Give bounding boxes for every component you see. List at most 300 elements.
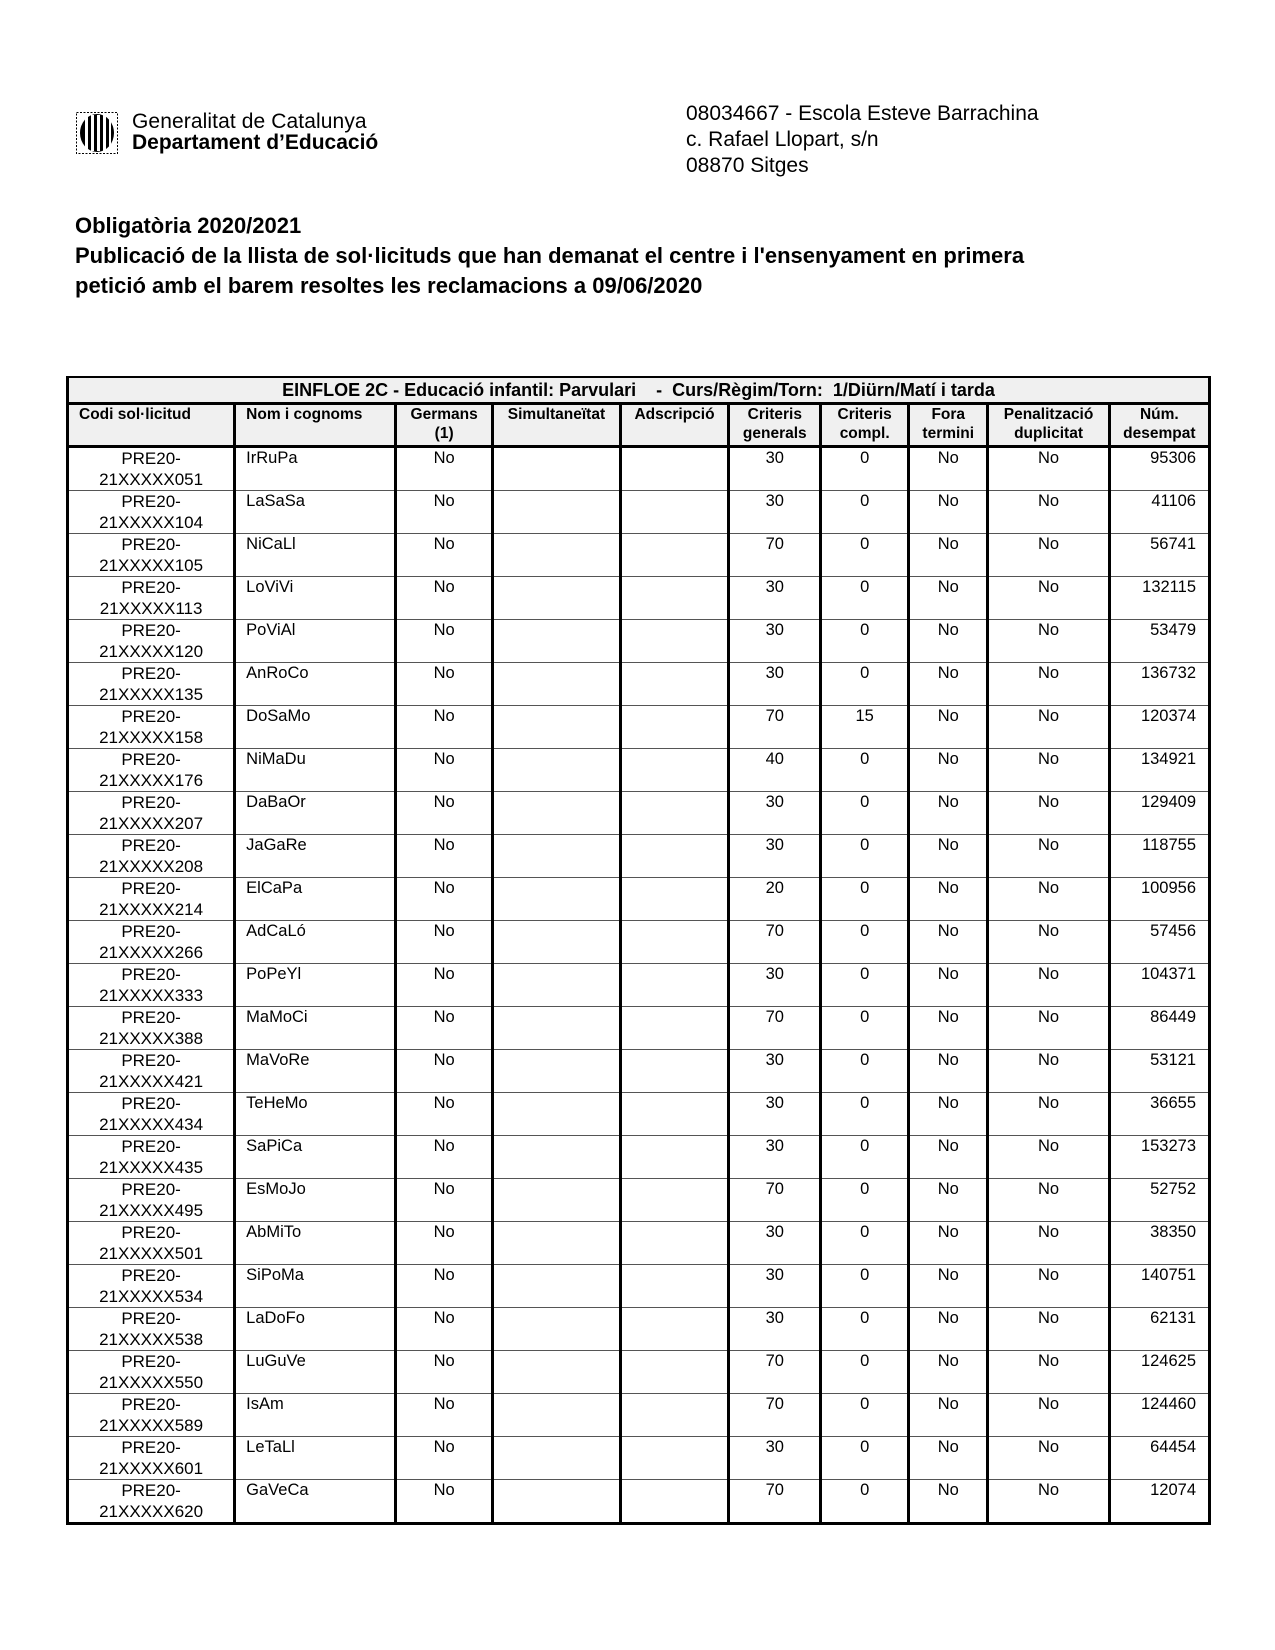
simultaneitat-cell: [493, 620, 620, 663]
adscripcio-cell: [620, 447, 729, 491]
germans-cell: No: [396, 577, 493, 620]
generalitat-flag-logo-icon: [76, 112, 118, 154]
fora-termini-cell: No: [909, 1437, 988, 1480]
table-row: [68, 964, 1210, 1007]
name-cell: SaPiCa: [235, 1136, 396, 1179]
criteris-compl-cell: 0: [821, 1265, 909, 1308]
penalitzacio-cell: No: [988, 964, 1109, 1007]
adscripcio-cell: [620, 491, 729, 534]
school-name: 08034667 - Escola Esteve Barrachina: [686, 102, 1039, 125]
column-header-line1: Penalització: [1003, 406, 1094, 423]
criteris-compl-cell: 0: [821, 1351, 909, 1394]
code-line: PRE20-: [121, 1266, 181, 1285]
code-line: 21XXXXX207: [99, 814, 204, 833]
column-header-line2: termini: [922, 425, 975, 442]
adscripcio-cell: [620, 1437, 729, 1480]
simultaneitat-cell: [493, 1265, 620, 1308]
num-desempat-cell: 132115: [1109, 577, 1209, 620]
simultaneitat-cell: [493, 792, 620, 835]
criteris-compl-cell: 0: [821, 749, 909, 792]
criteris-compl-cell: 0: [821, 534, 909, 577]
fora-termini-cell: No: [909, 1179, 988, 1222]
table-row: [68, 749, 1210, 792]
num-desempat-cell: 86449: [1109, 1007, 1209, 1050]
column-header-line2: (1): [434, 425, 454, 442]
germans-cell: No: [396, 1050, 493, 1093]
germans-cell: No: [396, 1308, 493, 1351]
penalitzacio-cell: No: [988, 1050, 1109, 1093]
germans-cell: No: [396, 706, 493, 749]
org-name: Generalitat de Catalunya: [132, 110, 367, 133]
penalitzacio-cell: No: [988, 1007, 1109, 1050]
num-desempat-cell: 124460: [1109, 1394, 1209, 1437]
germans-cell: No: [396, 1351, 493, 1394]
table-row: [68, 1265, 1210, 1308]
code-line: 21XXXXX158: [99, 728, 204, 747]
adscripcio-cell: [620, 1480, 729, 1524]
simultaneitat-cell: [493, 1437, 620, 1480]
adscripcio-cell: [620, 1222, 729, 1265]
table-row: [68, 620, 1210, 663]
germans-cell: No: [396, 1265, 493, 1308]
code-line: PRE20-: [121, 1051, 181, 1070]
criteris-compl-cell: 0: [821, 1093, 909, 1136]
adscripcio-cell: [620, 1265, 729, 1308]
simultaneitat-cell: [493, 447, 620, 491]
criteris-generals-cell: 70: [729, 1351, 821, 1394]
table-row: [68, 491, 1210, 534]
germans-cell: No: [396, 491, 493, 534]
fora-termini-cell: No: [909, 1222, 988, 1265]
fora-termini-cell: No: [909, 921, 988, 964]
table-row: [68, 534, 1210, 577]
code-line: PRE20-: [121, 535, 181, 554]
fora-termini-cell: No: [909, 577, 988, 620]
title-description-2: petició amb el barem resoltes les reclamacions a 09/06/2020: [75, 273, 703, 298]
table-row: [68, 1394, 1210, 1437]
code-line: 21XXXXX495: [99, 1201, 204, 1220]
applications-table: [66, 376, 1211, 1525]
table-row: [68, 878, 1210, 921]
name-cell: AnRoCo: [235, 663, 396, 706]
code-cell: [68, 706, 235, 749]
table-row: [68, 1308, 1210, 1351]
column-header-criteris-generals: [729, 404, 821, 447]
code-cell: [68, 447, 235, 491]
fora-termini-cell: No: [909, 706, 988, 749]
fora-termini-cell: No: [909, 749, 988, 792]
criteris-compl-cell: 0: [821, 577, 909, 620]
simultaneitat-cell: [493, 1093, 620, 1136]
code-line: PRE20-: [121, 1008, 181, 1027]
code-line: PRE20-: [121, 1352, 181, 1371]
adscripcio-cell: [620, 1136, 729, 1179]
criteris-generals-cell: 30: [729, 620, 821, 663]
fora-termini-cell: No: [909, 835, 988, 878]
criteris-compl-cell: 0: [821, 1394, 909, 1437]
adscripcio-cell: [620, 878, 729, 921]
penalitzacio-cell: No: [988, 1308, 1109, 1351]
code-line: 21XXXXX266: [99, 943, 204, 962]
name-cell: EsMoJo: [235, 1179, 396, 1222]
code-cell: [68, 878, 235, 921]
column-header-line1: Criteris: [837, 406, 892, 423]
name-cell: MaMoCi: [235, 1007, 396, 1050]
name-cell: NiMaDu: [235, 749, 396, 792]
fora-termini-cell: No: [909, 964, 988, 1007]
name-cell: TeHeMo: [235, 1093, 396, 1136]
criteris-compl-cell: 0: [821, 835, 909, 878]
criteris-generals-cell: 70: [729, 534, 821, 577]
penalitzacio-cell: No: [988, 1222, 1109, 1265]
column-header-penalitzacio: [988, 404, 1109, 447]
criteris-generals-cell: 30: [729, 964, 821, 1007]
code-line: 21XXXXX601: [99, 1459, 204, 1478]
criteris-compl-cell: 0: [821, 921, 909, 964]
criteris-generals-cell: 30: [729, 663, 821, 706]
criteris-generals-cell: 30: [729, 1308, 821, 1351]
num-desempat-cell: 52752: [1109, 1179, 1209, 1222]
criteris-generals-cell: 30: [729, 792, 821, 835]
penalitzacio-cell: No: [988, 706, 1109, 749]
simultaneitat-cell: [493, 1394, 620, 1437]
code-line: PRE20-: [121, 793, 181, 812]
adscripcio-cell: [620, 1179, 729, 1222]
simultaneitat-cell: [493, 1308, 620, 1351]
simultaneitat-cell: [493, 921, 620, 964]
simultaneitat-cell: [493, 491, 620, 534]
code-line: 21XXXXX550: [99, 1373, 204, 1392]
germans-cell: No: [396, 1136, 493, 1179]
num-desempat-cell: 134921: [1109, 749, 1209, 792]
penalitzacio-cell: No: [988, 1351, 1109, 1394]
table-row: [68, 1050, 1210, 1093]
column-header-germans: [396, 404, 493, 447]
simultaneitat-cell: [493, 706, 620, 749]
column-header-line2: desempat: [1123, 425, 1196, 442]
column-header-line1: Adscripció: [634, 406, 715, 423]
simultaneitat-cell: [493, 1222, 620, 1265]
column-header-line2: compl.: [839, 425, 890, 442]
name-cell: JaGaRe: [235, 835, 396, 878]
simultaneitat-cell: [493, 663, 620, 706]
germans-cell: No: [396, 1007, 493, 1050]
criteris-compl-cell: 0: [821, 491, 909, 534]
column-header-line1: Simultaneïtat: [507, 406, 606, 423]
penalitzacio-cell: No: [988, 577, 1109, 620]
penalitzacio-cell: No: [988, 663, 1109, 706]
name-cell: DaBaOr: [235, 792, 396, 835]
criteris-generals-cell: 30: [729, 491, 821, 534]
column-header-adscripcio: [620, 404, 729, 447]
table-row: [68, 447, 1210, 491]
penalitzacio-cell: No: [988, 447, 1109, 491]
column-header-line1: Codi sol·licitud: [79, 406, 191, 423]
code-cell: [68, 1222, 235, 1265]
code-line: PRE20-: [121, 1094, 181, 1113]
code-cell: [68, 1480, 235, 1524]
adscripcio-cell: [620, 1394, 729, 1437]
criteris-generals-cell: 70: [729, 1394, 821, 1437]
penalitzacio-cell: No: [988, 1480, 1109, 1524]
code-line: 21XXXXX421: [99, 1072, 204, 1091]
school-street: c. Rafael Llopart, s/n: [686, 128, 879, 151]
germans-cell: No: [396, 1222, 493, 1265]
criteris-compl-cell: 0: [821, 1179, 909, 1222]
criteris-compl-cell: 15: [821, 706, 909, 749]
column-header-line1: Criteris: [747, 406, 802, 423]
penalitzacio-cell: No: [988, 491, 1109, 534]
criteris-generals-cell: 30: [729, 1050, 821, 1093]
criteris-generals-cell: 30: [729, 447, 821, 491]
code-line: PRE20-: [121, 965, 181, 984]
code-line: PRE20-: [121, 621, 181, 640]
criteris-generals-cell: 70: [729, 1480, 821, 1524]
code-line: PRE20-: [121, 1438, 181, 1457]
school-city: 08870 Sitges: [686, 154, 809, 177]
code-cell: [68, 1265, 235, 1308]
criteris-generals-cell: 70: [729, 1007, 821, 1050]
simultaneitat-cell: [493, 1050, 620, 1093]
column-header-codi: [68, 404, 235, 447]
column-header-line1: Germans: [410, 406, 478, 423]
column-header-line1: Núm.: [1139, 406, 1179, 423]
code-line: 21XXXXX051: [99, 470, 204, 489]
code-cell: [68, 1050, 235, 1093]
name-cell: AbMiTo: [235, 1222, 396, 1265]
school-address-block: [686, 101, 1039, 179]
table-row: [68, 706, 1210, 749]
fora-termini-cell: No: [909, 1394, 988, 1437]
penalitzacio-cell: No: [988, 792, 1109, 835]
penalitzacio-cell: No: [988, 1093, 1109, 1136]
criteris-generals-cell: 30: [729, 1265, 821, 1308]
code-cell: [68, 749, 235, 792]
adscripcio-cell: [620, 1007, 729, 1050]
code-line: PRE20-: [121, 449, 181, 468]
code-line: 21XXXXX104: [99, 513, 204, 532]
column-header-num-desempat: [1109, 404, 1209, 447]
code-cell: [68, 620, 235, 663]
code-line: 21XXXXX620: [99, 1502, 204, 1521]
column-header-line1: Fora: [931, 406, 966, 423]
column-header-fora-termini: [909, 404, 988, 447]
table-row: [68, 1136, 1210, 1179]
fora-termini-cell: No: [909, 1265, 988, 1308]
code-line: PRE20-: [121, 1395, 181, 1414]
code-line: PRE20-: [121, 922, 181, 941]
num-desempat-cell: 100956: [1109, 878, 1209, 921]
code-line: 21XXXXX501: [99, 1244, 204, 1263]
code-line: 21XXXXX105: [99, 556, 204, 575]
table-row: [68, 577, 1210, 620]
code-line: 21XXXXX214: [99, 900, 204, 919]
num-desempat-cell: 124625: [1109, 1351, 1209, 1394]
fora-termini-cell: No: [909, 1007, 988, 1050]
adscripcio-cell: [620, 620, 729, 663]
code-cell: [68, 663, 235, 706]
criteris-compl-cell: 0: [821, 1308, 909, 1351]
simultaneitat-cell: [493, 577, 620, 620]
code-cell: [68, 964, 235, 1007]
code-cell: [68, 1437, 235, 1480]
adscripcio-cell: [620, 1351, 729, 1394]
adscripcio-cell: [620, 921, 729, 964]
simultaneitat-cell: [493, 1179, 620, 1222]
code-cell: [68, 1351, 235, 1394]
simultaneitat-cell: [493, 835, 620, 878]
name-cell: MaVoRe: [235, 1050, 396, 1093]
criteris-compl-cell: 0: [821, 447, 909, 491]
name-cell: IsAm: [235, 1394, 396, 1437]
column-header-line2: generals: [742, 425, 807, 442]
adscripcio-cell: [620, 1093, 729, 1136]
name-cell: DoSaMo: [235, 706, 396, 749]
column-header-nom: [235, 404, 396, 447]
column-header-simultaneitat: [493, 404, 620, 447]
simultaneitat-cell: [493, 878, 620, 921]
germans-cell: No: [396, 792, 493, 835]
department-name: Departament d’Educació: [132, 131, 379, 154]
table-row: [68, 1093, 1210, 1136]
name-cell: AdCaLó: [235, 921, 396, 964]
table-row: [68, 1351, 1210, 1394]
criteris-compl-cell: 0: [821, 620, 909, 663]
fora-termini-cell: No: [909, 878, 988, 921]
fora-termini-cell: No: [909, 491, 988, 534]
num-desempat-cell: 57456: [1109, 921, 1209, 964]
germans-cell: No: [396, 447, 493, 491]
num-desempat-cell: 95306: [1109, 447, 1209, 491]
code-line: 21XXXXX176: [99, 771, 204, 790]
adscripcio-cell: [620, 1050, 729, 1093]
germans-cell: No: [396, 749, 493, 792]
title-year: Obligatòria 2020/2021: [75, 213, 302, 238]
code-line: PRE20-: [121, 836, 181, 855]
code-cell: [68, 1093, 235, 1136]
num-desempat-cell: 140751: [1109, 1265, 1209, 1308]
table-row: [68, 663, 1210, 706]
fora-termini-cell: No: [909, 792, 988, 835]
name-cell: LoViVi: [235, 577, 396, 620]
code-line: PRE20-: [121, 1137, 181, 1156]
column-header-line1: Nom i cognoms: [246, 406, 363, 423]
germans-cell: No: [396, 1394, 493, 1437]
code-line: PRE20-: [121, 664, 181, 683]
adscripcio-cell: [620, 1308, 729, 1351]
germans-cell: No: [396, 663, 493, 706]
column-header-line2: duplicitat: [1014, 425, 1083, 442]
code-cell: [68, 1007, 235, 1050]
code-line: 21XXXXX538: [99, 1330, 204, 1349]
code-cell: [68, 921, 235, 964]
simultaneitat-cell: [493, 1351, 620, 1394]
column-header-criteris-compl: [821, 404, 909, 447]
code-line: PRE20-: [121, 707, 181, 726]
fora-termini-cell: No: [909, 1308, 988, 1351]
simultaneitat-cell: [493, 749, 620, 792]
code-line: 21XXXXX388: [99, 1029, 204, 1048]
code-line: PRE20-: [121, 1180, 181, 1199]
penalitzacio-cell: No: [988, 620, 1109, 663]
simultaneitat-cell: [493, 1007, 620, 1050]
simultaneitat-cell: [493, 1136, 620, 1179]
penalitzacio-cell: No: [988, 835, 1109, 878]
code-line: PRE20-: [121, 1223, 181, 1242]
penalitzacio-cell: No: [988, 1265, 1109, 1308]
num-desempat-cell: 62131: [1109, 1308, 1209, 1351]
name-cell: ElCaPa: [235, 878, 396, 921]
table-row: [68, 1480, 1210, 1524]
fora-termini-cell: No: [909, 1050, 988, 1093]
document-title: [75, 211, 1195, 301]
simultaneitat-cell: [493, 534, 620, 577]
germans-cell: No: [396, 1437, 493, 1480]
adscripcio-cell: [620, 577, 729, 620]
table-row: [68, 1179, 1210, 1222]
code-line: 21XXXXX113: [99, 599, 203, 618]
adscripcio-cell: [620, 792, 729, 835]
criteris-generals-cell: 30: [729, 1222, 821, 1265]
name-cell: GaVeCa: [235, 1480, 396, 1524]
fora-termini-cell: No: [909, 534, 988, 577]
table-row: [68, 835, 1210, 878]
table-row: [68, 1007, 1210, 1050]
criteris-generals-cell: 70: [729, 1179, 821, 1222]
criteris-compl-cell: 0: [821, 1437, 909, 1480]
num-desempat-cell: 41106: [1109, 491, 1209, 534]
table-row: [68, 1222, 1210, 1265]
penalitzacio-cell: No: [988, 921, 1109, 964]
name-cell: LaDoFo: [235, 1308, 396, 1351]
germans-cell: No: [396, 620, 493, 663]
criteris-generals-cell: 30: [729, 835, 821, 878]
adscripcio-cell: [620, 835, 729, 878]
name-cell: SiPoMa: [235, 1265, 396, 1308]
name-cell: PoPeYl: [235, 964, 396, 1007]
name-cell: PoViAl: [235, 620, 396, 663]
penalitzacio-cell: No: [988, 1394, 1109, 1437]
num-desempat-cell: 129409: [1109, 792, 1209, 835]
adscripcio-cell: [620, 663, 729, 706]
num-desempat-cell: 153273: [1109, 1136, 1209, 1179]
criteris-compl-cell: 0: [821, 964, 909, 1007]
code-cell: [68, 534, 235, 577]
penalitzacio-cell: No: [988, 534, 1109, 577]
criteris-compl-cell: 0: [821, 1136, 909, 1179]
code-cell: [68, 1136, 235, 1179]
num-desempat-cell: 118755: [1109, 835, 1209, 878]
criteris-generals-cell: 30: [729, 1093, 821, 1136]
criteris-compl-cell: 0: [821, 663, 909, 706]
germans-cell: No: [396, 534, 493, 577]
fora-termini-cell: No: [909, 663, 988, 706]
num-desempat-cell: 53479: [1109, 620, 1209, 663]
code-line: PRE20-: [121, 1481, 181, 1500]
criteris-compl-cell: 0: [821, 1480, 909, 1524]
germans-cell: No: [396, 964, 493, 1007]
code-line: PRE20-: [121, 750, 181, 769]
num-desempat-cell: 36655: [1109, 1093, 1209, 1136]
code-line: 21XXXXX120: [99, 642, 204, 661]
criteris-generals-cell: 40: [729, 749, 821, 792]
table-row: [68, 1437, 1210, 1480]
germans-cell: No: [396, 1179, 493, 1222]
code-cell: [68, 1179, 235, 1222]
criteris-generals-cell: 30: [729, 1437, 821, 1480]
adscripcio-cell: [620, 706, 729, 749]
adscripcio-cell: [620, 964, 729, 1007]
